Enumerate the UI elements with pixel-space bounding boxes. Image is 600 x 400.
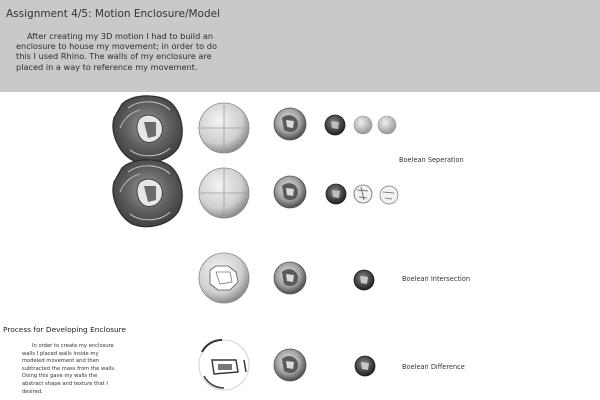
difference-sphere xyxy=(199,340,249,390)
page-title: Assignment 4/5: Motion Enclosure/Model xyxy=(6,8,221,20)
intersection-model xyxy=(274,262,306,294)
intro-paragraph: After creating my 3D motion I had to build an enclosure to house my movement; in order to do this I used Rhino. The walls of my enclosure are placed in a way to reference my movement. xyxy=(16,31,218,72)
process-title: Process for Developing Enclosure xyxy=(3,325,127,334)
large-textured-model-row1 xyxy=(113,96,182,163)
sphere-row2 xyxy=(199,168,249,218)
label-boolean-separation: Boelean Seperation xyxy=(399,156,464,164)
intersection-sphere xyxy=(199,253,249,303)
separated-pieces-row1 xyxy=(325,115,396,135)
difference-model xyxy=(274,349,306,381)
process-paragraph: In order to create my enclosure walls I placed walls inside my modeled movement and then subtracted the mass from the walls. Doing this gave my walls the abstract shape and texture that I desired. xyxy=(22,343,116,395)
separated-pieces-row2 xyxy=(326,184,398,204)
label-boolean-difference: Boelean Difference xyxy=(402,363,465,371)
difference-result xyxy=(355,356,375,376)
sphere-row1 xyxy=(199,103,249,153)
subtracted-model-row1 xyxy=(274,108,306,140)
large-textured-model-row2 xyxy=(113,160,182,227)
intersection-result xyxy=(354,270,374,290)
subtracted-model-row2 xyxy=(274,176,306,208)
label-boolean-intersection: Boelean Intersection xyxy=(402,275,471,283)
